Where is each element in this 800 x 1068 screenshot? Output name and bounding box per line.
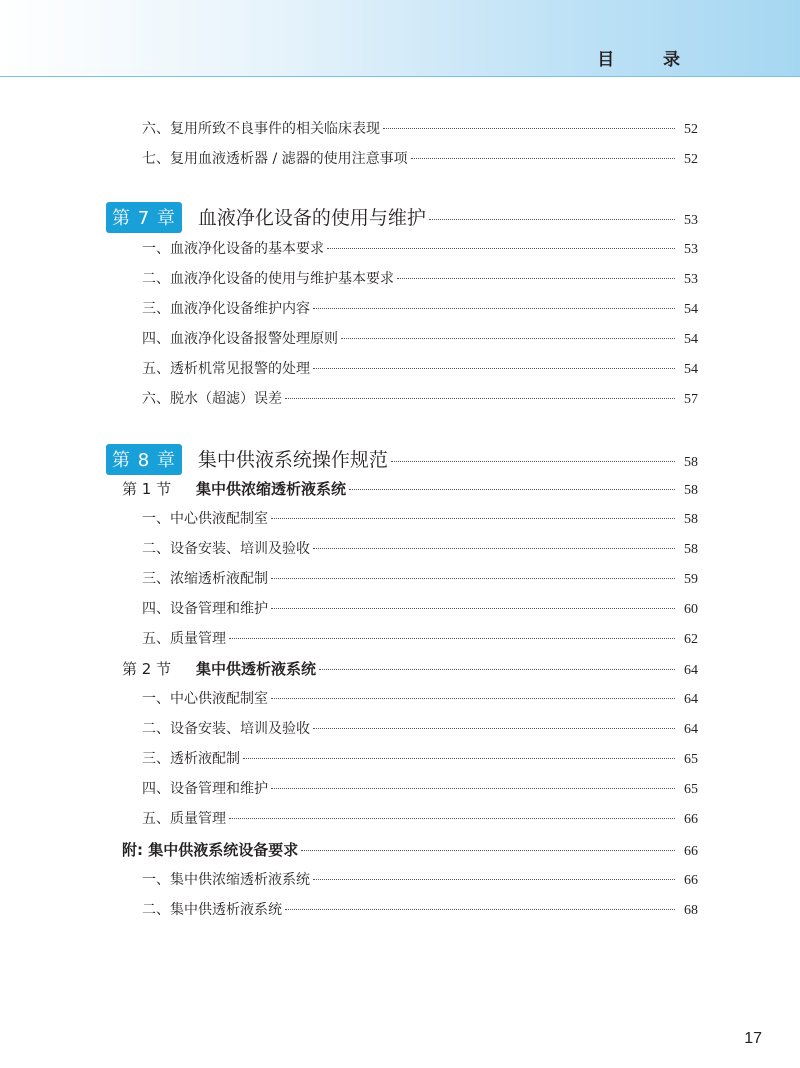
toc-section[interactable] [0,478,800,499]
toc-item[interactable] [0,808,800,828]
toc-item-label: 三、浓缩透析液配制 [142,571,268,587]
toc-page-number: 64 [684,722,698,737]
dot-leader [313,879,675,880]
toc-item[interactable] [0,899,800,919]
dot-leader [319,669,675,670]
toc-page-number: 54 [684,332,698,347]
toc-page-number: 64 [684,663,698,678]
toc-item-label: 六、脱水（超滤）误差 [142,391,282,407]
toc-page-number: 53 [684,242,698,257]
appendix-title: 附: 集中供液系统设备要求 [122,841,299,859]
dot-leader [341,338,675,339]
toc-page-number: 53 [684,272,698,287]
dot-leader [271,698,675,699]
chapter-heading [106,444,388,475]
dot-leader [313,368,675,369]
toc-page-number: 64 [684,692,698,707]
toc-section[interactable] [0,658,800,679]
dot-leader [271,518,675,519]
chapter-heading [106,202,426,233]
dot-leader [327,248,675,249]
toc-page-number: 62 [684,632,698,647]
toc-item-label: 六、复用所致不良事件的相关临床表现 [142,121,380,137]
dot-leader [285,909,675,910]
toc-page-number: 54 [684,302,698,317]
toc-appendix[interactable] [0,839,800,860]
toc-page-number: 58 [684,483,698,498]
toc-item-label: 五、质量管理 [142,631,226,647]
toc-page-number: 58 [684,512,698,527]
toc-item[interactable] [0,628,800,648]
toc-item[interactable] [0,388,800,408]
chapter-title: 血液净化设备的使用与维护 [197,207,426,229]
toc-item-label: 四、设备管理和维护 [142,601,268,617]
toc-page-number: 53 [684,213,698,228]
toc-item[interactable] [0,238,800,258]
toc-item-label: 二、设备安装、培训及验收 [142,721,310,737]
toc-item-label: 一、集中供浓缩透析液系统 [142,872,310,888]
header-rule [0,76,800,77]
toc-page-number: 57 [684,392,698,407]
dot-leader [429,219,675,220]
toc-item[interactable] [0,869,800,889]
toc-item[interactable] [0,688,800,708]
toc-item[interactable] [0,268,800,288]
chapter-badge: 第 8 章 [106,444,182,475]
toc-item-label: 一、中心供液配制室 [142,691,268,707]
toc-item[interactable] [0,598,800,618]
toc-item[interactable] [0,358,800,378]
dot-leader [391,461,675,462]
toc-item[interactable] [0,748,800,768]
dot-leader [285,398,675,399]
toc-item-label: 一、血液净化设备的基本要求 [142,241,324,257]
toc-page-number: 68 [684,903,698,918]
section-number: 第 2 节 [122,660,172,678]
dot-leader [271,578,675,579]
dot-leader [271,608,675,609]
chapter-title: 集中供液系统操作规范 [197,449,388,471]
toc-item[interactable] [0,328,800,348]
toc-page-number: 58 [684,542,698,557]
page-header-title: 目 录 [597,50,702,69]
toc-item[interactable] [0,148,800,168]
toc-page-number: 52 [684,152,698,167]
toc-chapter[interactable] [0,202,800,233]
toc-page-number: 59 [684,572,698,587]
toc-page-number: 65 [684,752,698,767]
dot-leader [349,489,675,490]
toc-item[interactable] [0,538,800,558]
toc-item-label: 三、透析液配制 [142,751,240,767]
dot-leader [313,728,675,729]
toc-item[interactable] [0,718,800,738]
toc-item[interactable] [0,568,800,588]
section-heading [122,478,346,499]
toc-item-label: 四、设备管理和维护 [142,781,268,797]
dot-leader [383,128,675,129]
dot-leader [271,788,675,789]
section-heading [122,658,316,679]
dot-leader [397,278,675,279]
section-title: 集中供透析液系统 [196,660,317,678]
toc-item-label: 一、中心供液配制室 [142,511,268,527]
toc-item[interactable] [0,298,800,318]
toc-page-number: 66 [684,873,698,888]
dot-leader [243,758,675,759]
toc-page-number: 65 [684,782,698,797]
dot-leader [301,850,675,851]
section-title: 集中供浓缩透析液系统 [196,480,347,498]
toc-item-label: 四、血液净化设备报警处理原则 [142,331,338,347]
toc-page-number: 66 [684,844,698,859]
dot-leader [313,308,675,309]
toc-item-label: 二、集中供透析液系统 [142,902,282,918]
dot-leader [411,158,675,159]
toc-item-label: 二、血液净化设备的使用与维护基本要求 [142,271,394,287]
section-number: 第 1 节 [122,480,172,498]
toc-page-number: 66 [684,812,698,827]
dot-leader [229,818,675,819]
toc-item[interactable] [0,508,800,528]
toc-chapter[interactable] [0,444,800,475]
toc-page-number: 52 [684,122,698,137]
toc-item[interactable] [0,118,800,138]
toc-item-label: 三、血液净化设备维护内容 [142,301,310,317]
toc-page-number: 54 [684,362,698,377]
page-number: 17 [744,1030,762,1047]
toc-item-label: 五、质量管理 [142,811,226,827]
dot-leader [313,548,675,549]
toc-page-number: 58 [684,455,698,470]
toc-item[interactable] [0,778,800,798]
toc-page-number: 60 [684,602,698,617]
toc-item-label: 五、透析机常见报警的处理 [142,361,310,377]
toc-item-label: 二、设备安装、培训及验收 [142,541,310,557]
toc-item-label: 七、复用血液透析器 / 滤器的使用注意事项 [142,151,408,167]
dot-leader [229,638,675,639]
chapter-badge: 第 7 章 [106,202,182,233]
